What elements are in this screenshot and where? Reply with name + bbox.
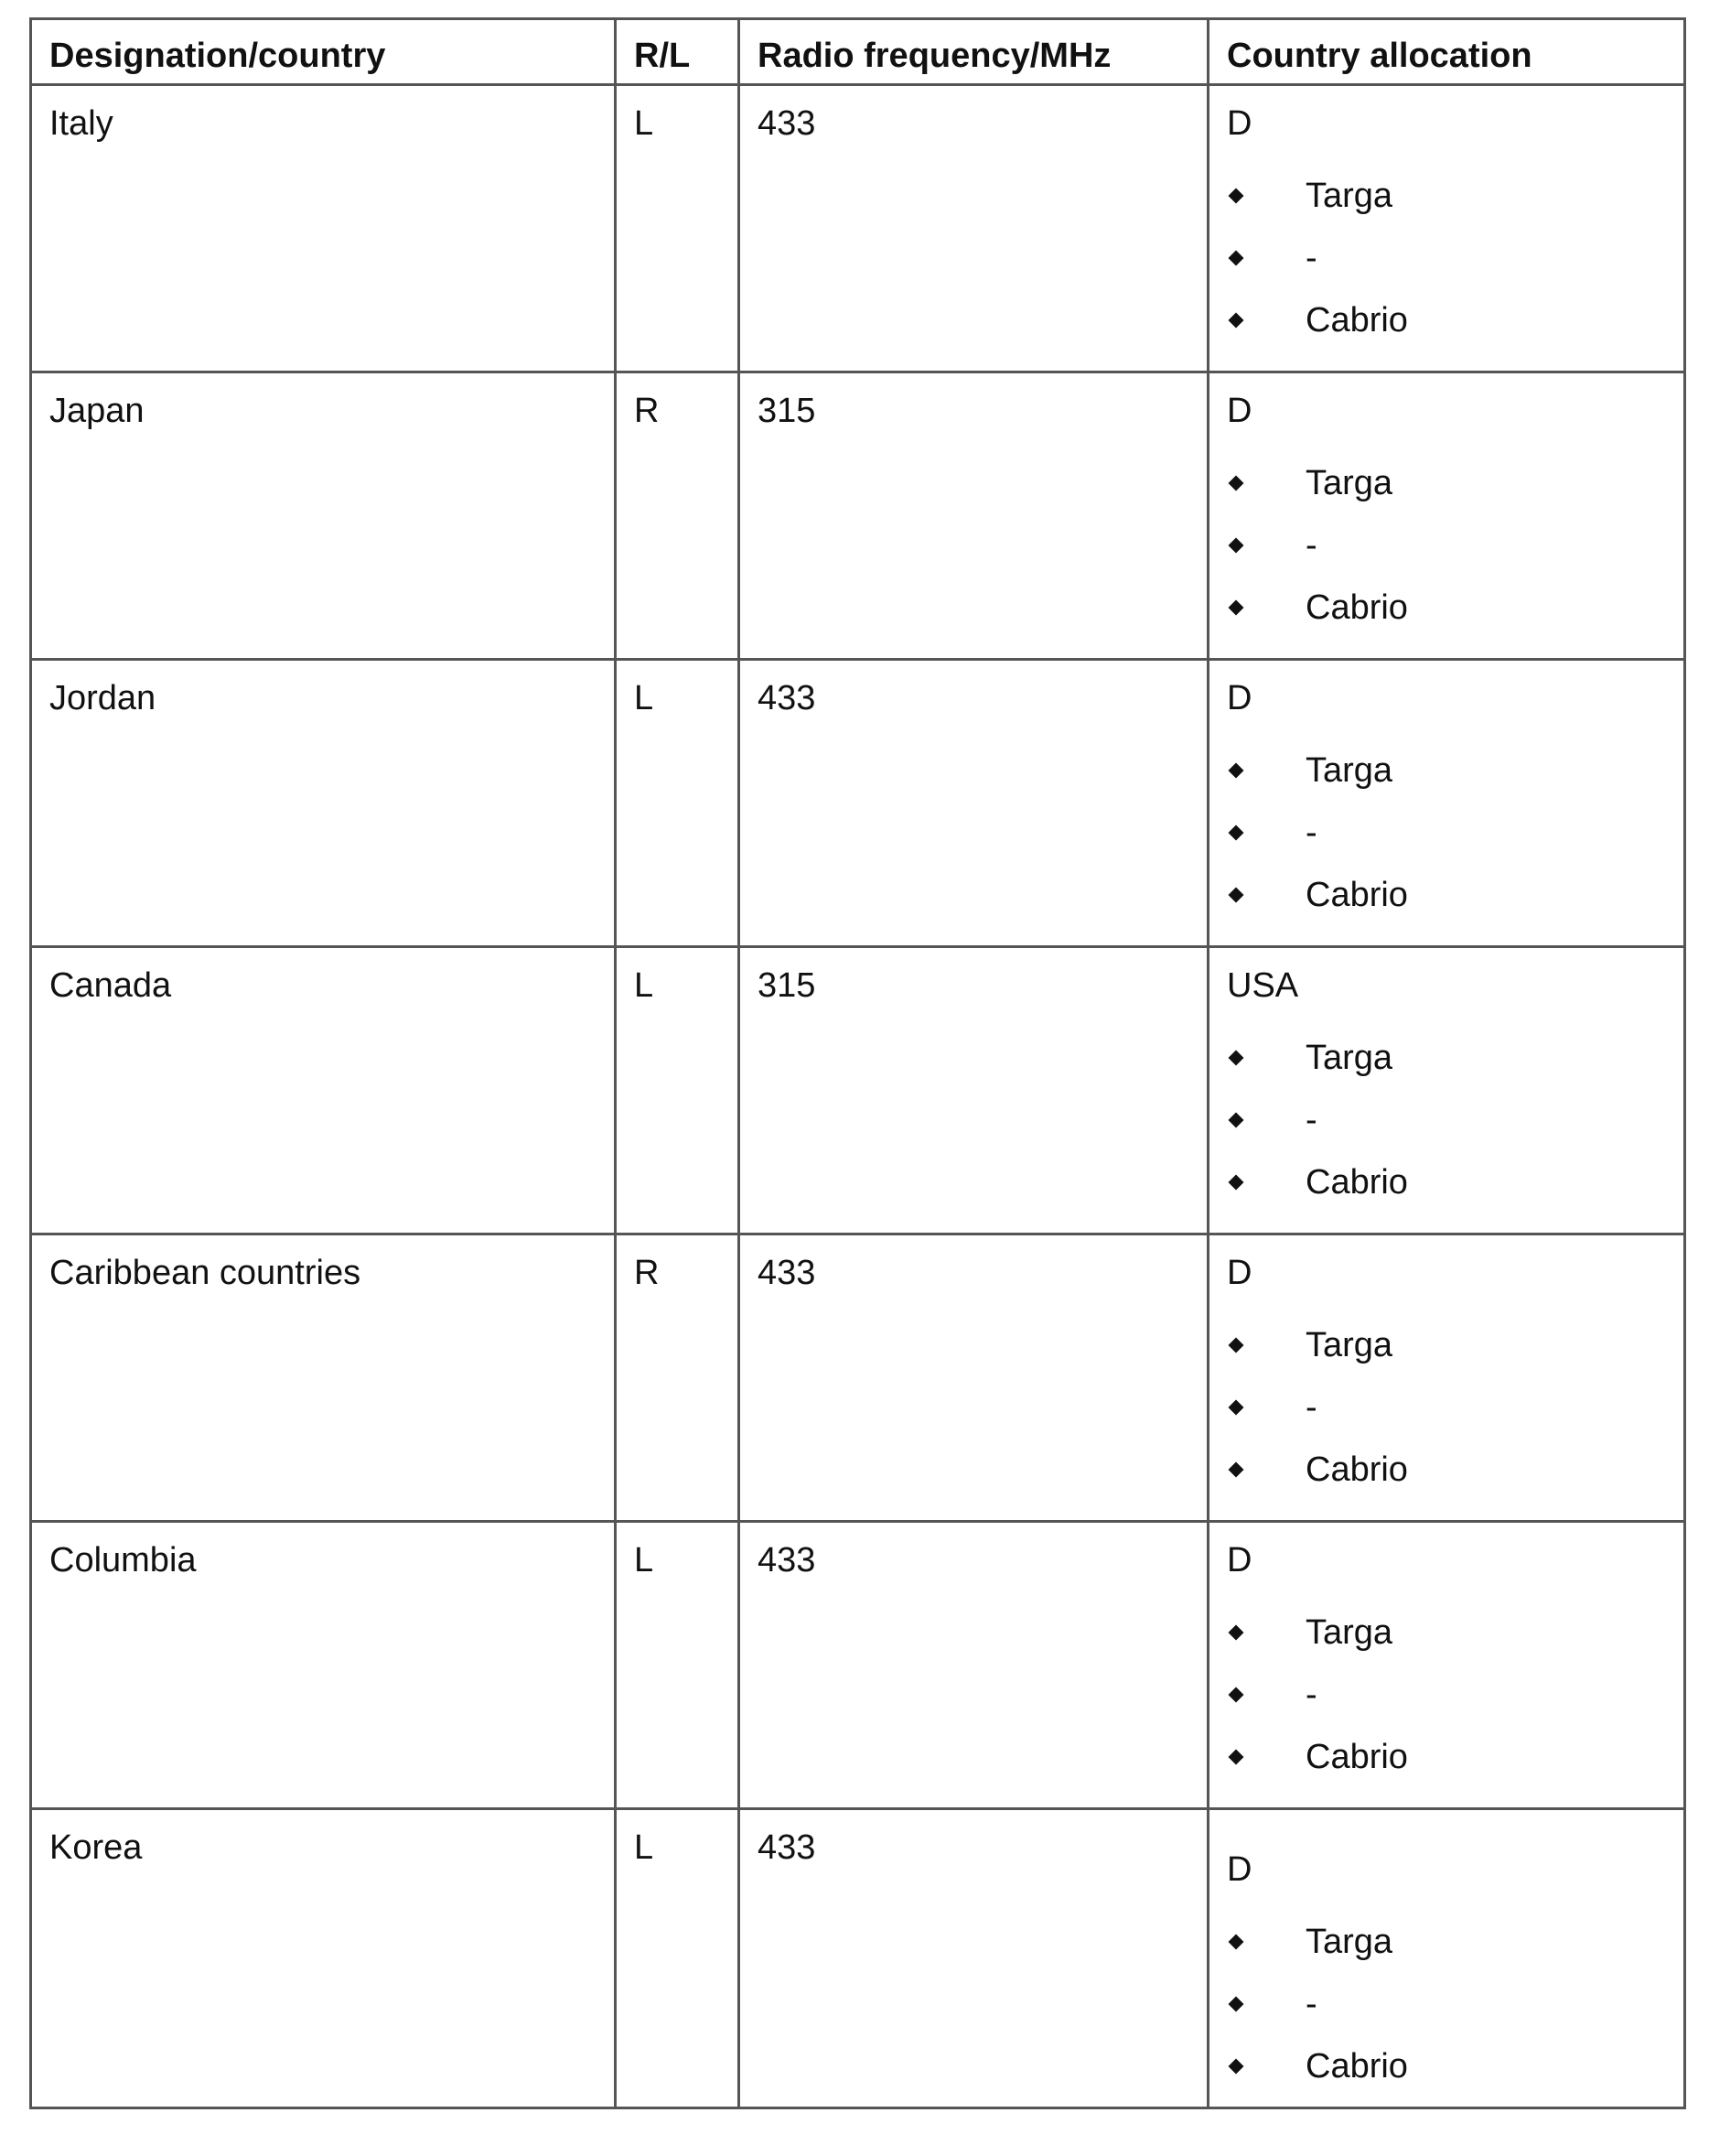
header-frequency: Radio frequency/MHz [739,19,1209,85]
diamond-bullet-icon [1229,476,1244,491]
cell-allocation [1209,947,1685,1234]
list-item-text: Targa [1306,751,1393,790]
list-item-text: - [1306,814,1317,852]
list-item-text: - [1306,526,1317,565]
cell-country: Japan [31,372,616,660]
cell-allocation [1209,85,1685,372]
list-item-text: Cabrio [1306,2047,1408,2086]
list-item [1227,1664,1666,1726]
cell-frequency: 433 [739,1522,1209,1809]
cell-frequency: 433 [739,660,1209,947]
allocation-region: D [1227,1850,1252,1889]
list-item-text: - [1306,1676,1317,1714]
list-item [1227,1027,1666,1089]
list-item-text: - [1306,1985,1317,2023]
list-item [1227,514,1666,577]
cell-country: Jordan [31,660,616,947]
diamond-bullet-icon [1229,1687,1244,1703]
cell-allocation [1209,1522,1685,1809]
diamond-bullet-icon [1229,538,1244,554]
diamond-bullet-icon [1229,313,1244,329]
diamond-bullet-icon [1229,1400,1244,1416]
allocation-list [1227,739,1666,926]
list-item [1227,165,1666,227]
table-header-row [31,19,1685,85]
diamond-bullet-icon [1229,1750,1244,1765]
list-item [1227,864,1666,926]
cell-frequency: 315 [739,372,1209,660]
table-body [31,85,1685,2108]
diamond-bullet-icon [1229,189,1244,204]
allocation-region: D [1227,679,1252,717]
cell-frequency: 433 [739,1809,1209,2108]
list-item [1227,577,1666,639]
list-item [1227,227,1666,289]
cell-rl: L [616,1809,739,2108]
diamond-bullet-icon [1229,1997,1244,2012]
list-item-text: Cabrio [1306,876,1408,914]
allocation-region: D [1227,1254,1252,1292]
cell-rl: L [616,947,739,1234]
list-item-text: Cabrio [1306,588,1408,627]
diamond-bullet-icon [1229,1113,1244,1128]
list-item [1227,289,1666,351]
diamond-bullet-icon [1229,1338,1244,1353]
table-row [31,1234,1685,1522]
country-allocation-table-container [29,17,1683,2109]
cell-country: Canada [31,947,616,1234]
diamond-bullet-icon [1229,1625,1244,1641]
list-item-text: Targa [1306,1613,1393,1652]
allocation-list [1227,1314,1666,1501]
cell-country: Korea [31,1809,616,2108]
list-item [1227,1973,1666,2035]
diamond-bullet-icon [1229,825,1244,841]
cell-frequency: 315 [739,947,1209,1234]
diamond-bullet-icon [1229,1462,1244,1478]
list-item-text: Targa [1306,177,1393,215]
table-row [31,85,1685,372]
list-item [1227,1089,1666,1151]
cell-rl: L [616,1522,739,1809]
list-item-text: - [1306,1388,1317,1427]
list-item-text: Cabrio [1306,1450,1408,1489]
header-rl: R/L [616,19,739,85]
list-item [1227,1439,1666,1501]
list-item [1227,739,1666,802]
cell-rl: L [616,660,739,947]
list-item-text: Targa [1306,1923,1393,1961]
diamond-bullet-icon [1229,251,1244,266]
table-row [31,660,1685,947]
diamond-bullet-icon [1229,1935,1244,1950]
list-item-text: - [1306,239,1317,277]
list-item-text: Cabrio [1306,301,1408,340]
diamond-bullet-icon [1229,888,1244,903]
allocation-region: D [1227,392,1252,430]
cell-country: Columbia [31,1522,616,1809]
list-item-text: Cabrio [1306,1738,1408,1776]
list-item-text: Targa [1306,464,1393,502]
cell-frequency: 433 [739,85,1209,372]
list-item-text: Targa [1306,1039,1393,1077]
list-item [1227,1911,1666,1973]
list-item-text: Targa [1306,1326,1393,1364]
allocation-list [1227,1911,1666,2097]
diamond-bullet-icon [1229,1175,1244,1191]
cell-allocation [1209,1234,1685,1522]
list-item [1227,452,1666,514]
allocation-region: USA [1227,966,1299,1005]
table-row [31,372,1685,660]
cell-rl: R [616,372,739,660]
table-row [31,1522,1685,1809]
cell-allocation [1209,1809,1685,2108]
list-item-text: Cabrio [1306,1163,1408,1202]
table-row [31,1809,1685,2108]
list-item-text: - [1306,1101,1317,1139]
allocation-region: D [1227,104,1252,143]
diamond-bullet-icon [1229,2059,1244,2075]
list-item [1227,1151,1666,1213]
allocation-list [1227,1027,1666,1213]
diamond-bullet-icon [1229,763,1244,779]
diamond-bullet-icon [1229,1051,1244,1066]
cell-allocation [1209,660,1685,947]
allocation-list [1227,1601,1666,1788]
list-item [1227,1601,1666,1664]
list-item [1227,1726,1666,1788]
allocation-region: D [1227,1541,1252,1579]
diamond-bullet-icon [1229,600,1244,616]
country-allocation-table [29,17,1686,2109]
list-item [1227,1376,1666,1439]
header-allocation: Country allocation [1209,19,1685,85]
table-row [31,947,1685,1234]
list-item [1227,2035,1666,2097]
allocation-list [1227,452,1666,639]
cell-rl: L [616,85,739,372]
allocation-list [1227,165,1666,351]
list-item [1227,802,1666,864]
cell-rl: R [616,1234,739,1522]
cell-country: Caribbean countries [31,1234,616,1522]
cell-country: Italy [31,85,616,372]
header-designation: Designation/country [31,19,616,85]
cell-allocation [1209,372,1685,660]
list-item [1227,1314,1666,1376]
cell-frequency: 433 [739,1234,1209,1522]
